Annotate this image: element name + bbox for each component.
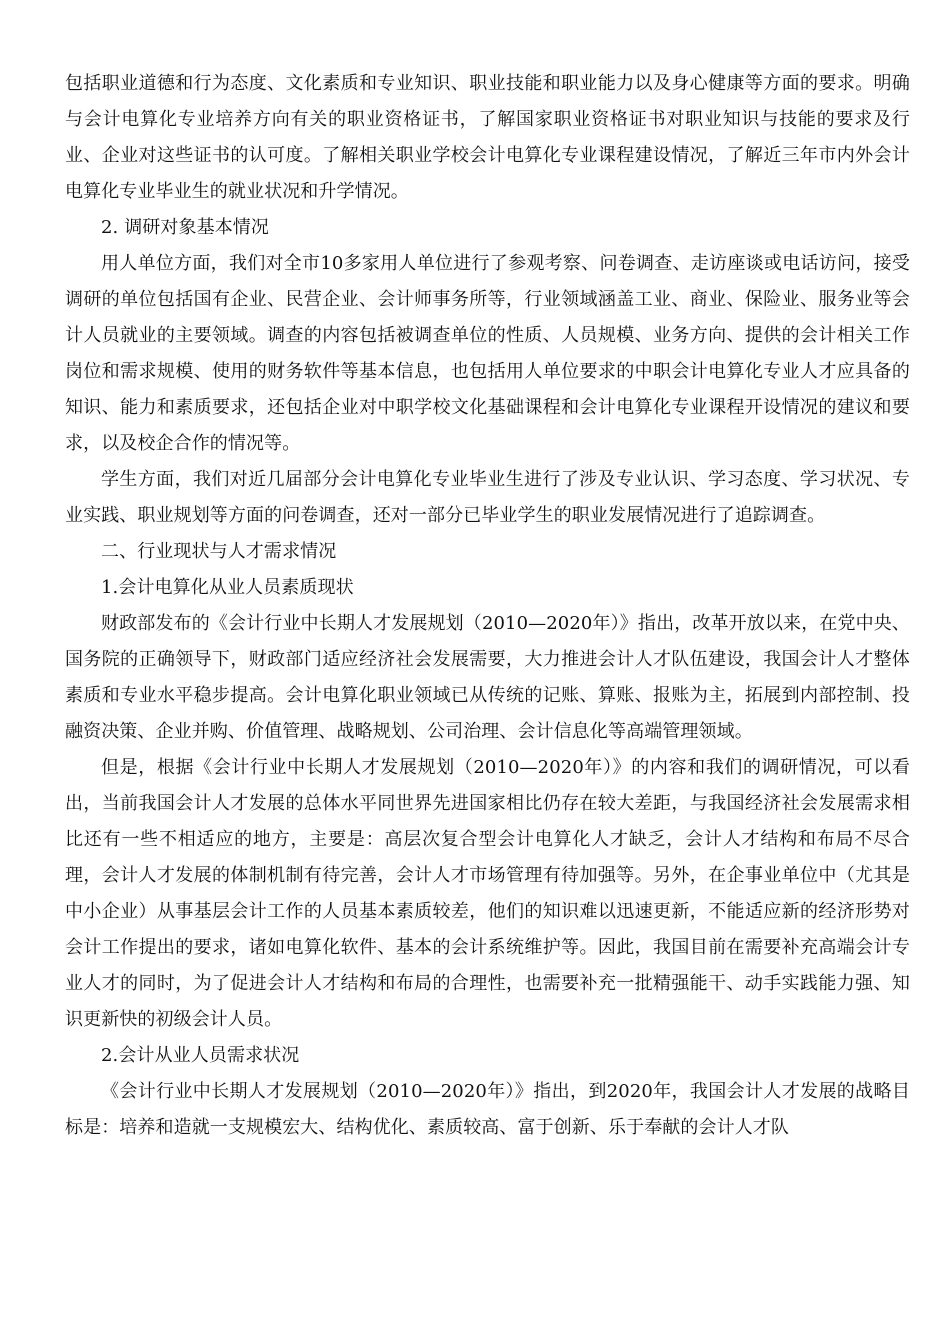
paragraph-strategic-goal: 《会计行业中长期人才发展规划（2010—2020年）》指出，到2020年，我国会计人才发展的战略目标是：培养和造就一支规模宏大、结构优化、素质较高、富于创新、乐于奉献的会计人才队 <box>65 1081 910 1138</box>
paragraph-students: 学生方面，我们对近几届部分会计电算化专业毕业生进行了涉及专业认识、学习态度、学习状况、专业实践、职业规划等方面的问卷调查，还对一部分已毕业学生的职业发展情况进行了追踪调查。 <box>65 469 910 526</box>
document-body <box>65 66 910 1146</box>
section-heading-industry-status: 二、行业现状与人才需求情况 <box>101 541 337 562</box>
paragraph-gap-analysis: 但是，根据《会计行业中长期人才发展规划（2010—2020年）》的内容和我们的调研情况，可以看出，当前我国会计人才发展的总体水平同世界先进国家相比仍存在较大差距，与我国经济社会发展需求相比还有一些不相适应的地方，主要是：高层次复合型会计电算化人才缺乏，会计人才结构和布局不尽合理，会计人才发展的体制机制有待完善，会计人才市场管理有待加强等。另外，在企事业单位中（尤其是中小企业）从事基层会计工作的人员基本素质较差，他们的知识难以迅速更新，不能适应新的经济形势对会计工作提出的要求，诸如电算化软件、基本的会计系统维护等。因此，我国目前在需要补充高端会计专业人才的同时，为了促进会计人才结构和布局的合理性，也需要补充一批精强能干、动手实践能力强、知识更新快的初级会计人员。 <box>65 757 910 1030</box>
section-heading-personnel-quality: 1.会计电算化从业人员素质现状 <box>101 577 354 598</box>
paragraph-ministry-plan: 财政部发布的《会计行业中长期人才发展规划（2010—2020年）》指出，改革开放以来，在党中央、国务院的正确领导下，财政部门适应经济社会发展需要，大力推进会计人才队伍建设，我国会计人才整体素质和专业水平稳步提高。会计电算化职业领域已从传统的记账、算账、报账为主，拓展到内部控制、投融资决策、企业并购、价值管理、战略规划、公司治理、会计信息化等高端管理领域。 <box>65 613 910 742</box>
paragraph-employers: 用人单位方面，我们对全市10多家用人单位进行了参观考察、问卷调查、走访座谈或电话访问，接受调研的单位包括国有企业、民营企业、会计师事务所等，行业领域涵盖工业、商业、保险业、服务业等会计人员就业的主要领域。调查的内容包括被调查单位的性质、人员规模、业务方向、提供的会计相关工作岗位和需求规模、使用的财务软件等基本信息，也包括用人单位要求的中职会计电算化专业人才应具备的知识、能力和素质要求，还包括企业对中职学校文化基础课程和会计电算化专业课程开设情况的建议和要求，以及校企合作的情况等。 <box>65 253 910 454</box>
section-heading-demand-status: 2.会计从业人员需求状况 <box>101 1045 300 1066</box>
paragraph-continuation: 包括职业道德和行为态度、文化素质和专业知识、职业技能和职业能力以及身心健康等方面的要求。明确与会计电算化专业培养方向有关的职业资格证书，了解国家职业资格证书对职业知识与技能的要求及行业、企业对这些证书的认可度。了解相关职业学校会计电算化专业课程建设情况，了解近三年市内外会计电算化专业毕业生的就业状况和升学情况。 <box>65 73 910 202</box>
section-heading-research-subjects: 2. 调研对象基本情况 <box>101 217 269 238</box>
